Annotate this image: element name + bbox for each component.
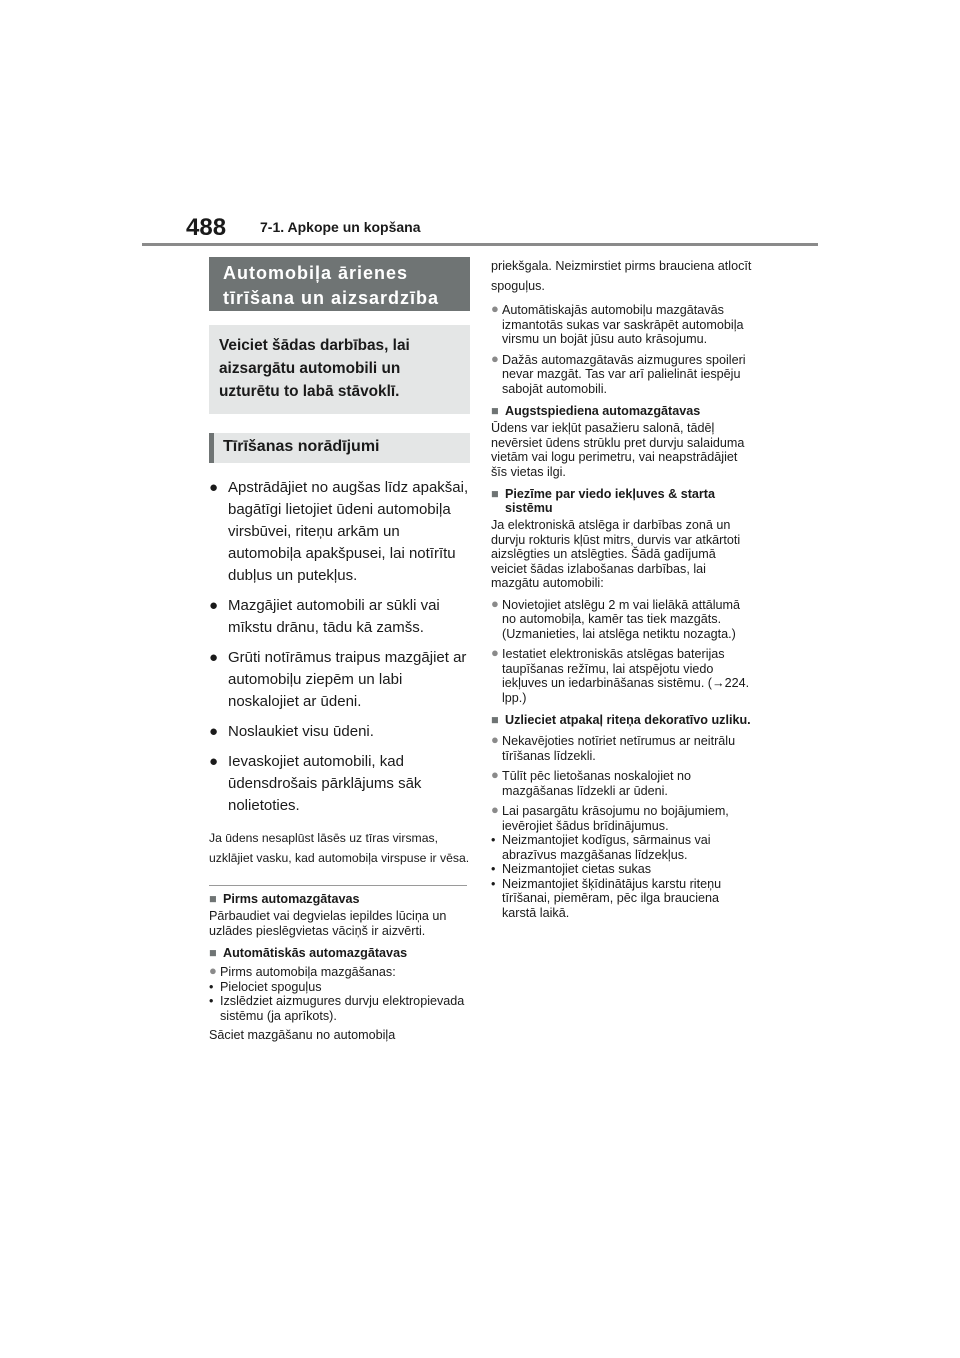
continued-text: priekšgala. Neizmirstiet pirms brauciena atlocīt spoguļus. [491, 259, 752, 293]
cleaning-steps-list [209, 477, 470, 817]
list-item: • Neizmantojiet kodīgus, sārmainus vai abrazīvus mazgāšanas līdzekļus. [491, 833, 711, 862]
list-item: ● Automātiskajās automobiļu mazgātavās izmantotās sukas var saskrāpēt automobiļa virsmu un bojāt jūsu auto krāsojumu. [491, 301, 744, 346]
smart-entry-heading: ■ Piezīme par viedo iekļuves & starta sistēmu [491, 487, 715, 515]
dot-bullet-icon: • [209, 979, 214, 994]
square-bullet-icon: ■ [491, 487, 499, 501]
wheel-cap-heading: ■ Uzlieciet atpakaļ riteņa dekoratīvo uzliku. [491, 713, 751, 727]
bullet-icon: ● [209, 753, 219, 770]
list-item: ● Ievaskojiet automobili, kad ūdensdrošais pārklājums sāk nolietoties. [209, 753, 422, 814]
circle-bullet-icon: ● [491, 732, 499, 747]
circle-bullet-icon: ● [491, 645, 499, 660]
square-bullet-icon: ■ [209, 946, 217, 960]
header-divider [142, 243, 818, 246]
square-bullet-icon: ■ [491, 713, 499, 727]
smart-entry-text: Ja elektroniskā atslēga ir darbības zonā un durvju rokturis kļūst mitrs, durvis var atkārtoti aizslēgties un atslēgties. Šādā gadījumā veiciet šādas izlabošanas darbības, lai mazgātu automobili: [491, 518, 741, 590]
square-bullet-icon: ■ [491, 404, 499, 418]
list-item: ● Novietojiet atslēgu 2 m vai lielākā attālumā no automobiļa, kamēr tas tiek mazgāts. (Uzmanieties, lai atslēga netiktu nozagta.) [491, 595, 741, 641]
list-item: • Izslēdziet aizmugures durvju elektropievada sistēmu (ja aprīkots). [209, 994, 465, 1023]
auto-wash-heading: ■ Automātiskās automazgātavas [209, 946, 408, 960]
high-pressure-heading: ■ Augstspiediena automazgātavas [491, 404, 701, 418]
list-item: ● Pirms automobiļa mazgāšanas: [209, 963, 396, 979]
circle-bullet-icon: ● [491, 595, 499, 611]
list-item: ● Lai pasargātu krāsojumu no bojājumiem, ievērojiet šādus brīdinājumus. [491, 802, 729, 833]
page-number: 488 [186, 214, 227, 241]
dot-bullet-icon: • [491, 862, 496, 876]
list-item: ● Nekavējoties notīriet netīrumus ar neitrālu tīrīšanas līdzekli. [491, 732, 736, 763]
intro-box: Veiciet šādas darbības, lai aizsargātu automobili un uzturētu to labā stāvoklī. [209, 325, 470, 414]
circle-bullet-icon: ● [491, 301, 499, 316]
circle-bullet-icon: ● [491, 802, 499, 817]
list-item: ● Mazgājiet automobili ar sūkli vai mīkstu drānu, tādu kā zamšs. [209, 597, 440, 636]
dot-bullet-icon: • [209, 994, 214, 1008]
list-item: ● Tūlīt pēc lietošanas noskalojiet no mazgāšanas līdzekli ar ūdeni. [491, 767, 692, 798]
bullet-icon: ● [209, 597, 219, 614]
list-item: ● Iestatiet elektroniskās atslēgas baterijas taupīšanas režīmu, lai atspējotu viedo iekļuves un iedarbināšanas sistēmu. (→224. lpp.) [491, 645, 750, 705]
list-item: • Pielociet spoguļus [209, 979, 322, 994]
sub-list [491, 833, 753, 920]
section-title: 7-1. Apkope un kopšana [260, 219, 421, 235]
auto-wash-tail: Sāciet mazgāšanu no automobiļa [209, 1028, 396, 1042]
cleaning-instructions-heading: Tīrīšanas norādījumi [209, 433, 470, 463]
list-item: ● Dažās automazgātavās aizmugures spoileri nevar mazgāt. Tas var arī palielināt iespēju sabojāt automobili. [491, 350, 746, 396]
list-item: ● Grūti notīrāmus traipus mazgājiet ar automobiļu ziepēm un labi noskalojiet ar ūdeni. [209, 649, 467, 710]
circle-bullet-icon: ● [491, 767, 499, 782]
bullet-icon: ● [209, 479, 219, 496]
right-column [491, 256, 753, 920]
section-divider [209, 885, 467, 886]
high-pressure-text: Ūdens var iekļūt pasažieru salonā, tādēļ nevērsiet ūdens strūklu pret durvju salaiduma vietām vai logu perimetru, vai neapstrādājiet šīs vietas ilgi. [491, 421, 745, 479]
list-item: • Neizmantojiet šķīdinātājus karstu riteņu tīrīšanai, piemēram, pēc ilga brauciena karstā laikā. [491, 876, 722, 920]
before-wash-text: Pārbaudiet vai degvielas iepildes lūciņa un uzlādes pieslēgvietas vāciņš ir aizvērti. [209, 909, 447, 938]
sub-list [209, 980, 470, 1024]
list-item: ● Noslaukiet visu ūdeni. [209, 721, 470, 743]
square-bullet-icon: ■ [209, 892, 217, 906]
dot-bullet-icon: • [491, 833, 496, 847]
dot-bullet-icon: • [491, 876, 496, 891]
before-wash-heading: ■ Pirms automazgātavas [209, 892, 360, 906]
bullet-icon: ● [209, 649, 219, 666]
bullet-icon: ● [209, 723, 219, 740]
circle-bullet-icon: ● [209, 963, 217, 978]
page-title: Automobiļa ārienes tīrīšana un aizsardzība [209, 257, 470, 311]
list-item: • Neizmantojiet cietas sukas [491, 862, 652, 876]
wax-note: Ja ūdens nesaplūst lāsēs uz tīras virsmas, uzklājiet vasku, kad automobiļa virspuse ir vēsa. [209, 831, 470, 865]
left-column [209, 257, 470, 1043]
list-item: ● Apstrādājiet no augšas līdz apakšai, bagātīgi lietojiet ūdeni automobiļa virsbūvei, riteņu arkām un automobiļa apakšpusei, lai notīrītu dubļus un putekļus. [209, 479, 469, 584]
circle-bullet-icon: ● [491, 350, 499, 366]
